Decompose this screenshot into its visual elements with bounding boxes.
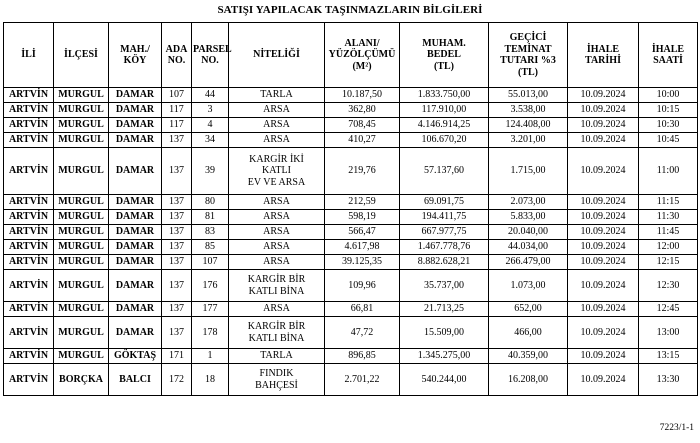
property-table: [3, 22, 698, 396]
table-row: [4, 210, 698, 225]
cell-nitelik: ARSA: [229, 195, 325, 210]
cell-saat: 10:45: [639, 133, 698, 148]
cell-bedel: 117.910,00: [400, 103, 489, 118]
header-parsel: PARSEL NO.: [192, 23, 229, 88]
cell-bedel: 1.345.275,00: [400, 349, 489, 364]
cell-ilce: MURGUL: [54, 317, 109, 349]
cell-bedel: 4.146.914,25: [400, 118, 489, 133]
cell-bedel: 1.833.750,00: [400, 88, 489, 103]
header-mah: MAH./ KÖY: [109, 23, 162, 88]
cell-alan: 598,19: [325, 210, 400, 225]
cell-nitelik: ARSA: [229, 255, 325, 270]
table-body: [4, 88, 698, 396]
cell-alan: 2.701,22: [325, 364, 400, 396]
cell-alan: 410,27: [325, 133, 400, 148]
cell-tarih: 10.09.2024: [568, 364, 639, 396]
cell-saat: 11:45: [639, 225, 698, 240]
cell-il: ARTVİN: [4, 210, 54, 225]
cell-il: ARTVİN: [4, 195, 54, 210]
cell-teminat: 652,00: [489, 302, 568, 317]
cell-bedel: 1.467.778,76: [400, 240, 489, 255]
cell-mah: GÖKTAŞ: [109, 349, 162, 364]
cell-parsel: 34: [192, 133, 229, 148]
header-row: [4, 23, 698, 88]
table-row: [4, 302, 698, 317]
table-row: [4, 349, 698, 364]
cell-parsel: 83: [192, 225, 229, 240]
cell-alan: 39.125,35: [325, 255, 400, 270]
cell-parsel: 3: [192, 103, 229, 118]
cell-teminat: 5.833,00: [489, 210, 568, 225]
cell-saat: 10:15: [639, 103, 698, 118]
header-nitelik: NİTELİĞİ: [229, 23, 325, 88]
table-row: [4, 255, 698, 270]
cell-alan: 896,85: [325, 349, 400, 364]
cell-ada: 137: [162, 302, 192, 317]
cell-ilce: MURGUL: [54, 225, 109, 240]
cell-saat: 12:30: [639, 270, 698, 302]
page-title: SATIŞI YAPILACAK TAŞINMAZLARIN BİLGİLERİ: [217, 4, 483, 16]
table-row: [4, 88, 698, 103]
header-saat: İHALE SAATİ: [639, 23, 698, 88]
cell-ada: 137: [162, 240, 192, 255]
table-row: [4, 148, 698, 195]
cell-parsel: 4: [192, 118, 229, 133]
header-bedel: MUHAM. BEDEL (TL): [400, 23, 489, 88]
cell-il: ARTVİN: [4, 317, 54, 349]
cell-tarih: 10.09.2024: [568, 317, 639, 349]
cell-ilce: MURGUL: [54, 270, 109, 302]
table-row: [4, 103, 698, 118]
cell-bedel: 15.509,00: [400, 317, 489, 349]
cell-ilce: MURGUL: [54, 88, 109, 103]
cell-parsel: 39: [192, 148, 229, 195]
cell-nitelik: FINDIK BAHÇESİ: [229, 364, 325, 396]
header-il: İLİ: [4, 23, 54, 88]
cell-mah: DAMAR: [109, 195, 162, 210]
cell-ada: 171: [162, 349, 192, 364]
cell-parsel: 107: [192, 255, 229, 270]
cell-alan: 362,80: [325, 103, 400, 118]
cell-saat: 10:30: [639, 118, 698, 133]
cell-saat: 11:00: [639, 148, 698, 195]
table-row: [4, 133, 698, 148]
header-alan: ALANI/ YÜZÖLÇÜMÜ (M²): [325, 23, 400, 88]
table-row: [4, 240, 698, 255]
cell-mah: DAMAR: [109, 240, 162, 255]
cell-ilce: MURGUL: [54, 133, 109, 148]
cell-il: ARTVİN: [4, 270, 54, 302]
cell-il: ARTVİN: [4, 88, 54, 103]
cell-ilce: MURGUL: [54, 349, 109, 364]
cell-ada: 137: [162, 195, 192, 210]
cell-mah: DAMAR: [109, 148, 162, 195]
header-ada: ADA NO.: [162, 23, 192, 88]
cell-alan: 566,47: [325, 225, 400, 240]
cell-nitelik: TARLA: [229, 349, 325, 364]
cell-alan: 109,96: [325, 270, 400, 302]
cell-mah: DAMAR: [109, 210, 162, 225]
cell-ada: 107: [162, 88, 192, 103]
cell-nitelik: ARSA: [229, 103, 325, 118]
cell-tarih: 10.09.2024: [568, 88, 639, 103]
cell-teminat: 44.034,00: [489, 240, 568, 255]
cell-mah: DAMAR: [109, 317, 162, 349]
cell-alan: 708,45: [325, 118, 400, 133]
cell-nitelik: TARLA: [229, 88, 325, 103]
cell-nitelik: ARSA: [229, 133, 325, 148]
cell-bedel: 540.244,00: [400, 364, 489, 396]
cell-parsel: 177: [192, 302, 229, 317]
cell-saat: 13:30: [639, 364, 698, 396]
header-ilce: İLÇESİ: [54, 23, 109, 88]
cell-ilce: MURGUL: [54, 103, 109, 118]
cell-tarih: 10.09.2024: [568, 349, 639, 364]
cell-parsel: 178: [192, 317, 229, 349]
header-tarih: İHALE TARİHİ: [568, 23, 639, 88]
cell-alan: 10.187,50: [325, 88, 400, 103]
cell-alan: 47,72: [325, 317, 400, 349]
footer-code: 7223/1-1: [659, 423, 694, 433]
cell-teminat: 3.201,00: [489, 133, 568, 148]
cell-saat: 13:00: [639, 317, 698, 349]
cell-mah: DAMAR: [109, 88, 162, 103]
cell-teminat: 124.408,00: [489, 118, 568, 133]
cell-tarih: 10.09.2024: [568, 210, 639, 225]
cell-ada: 117: [162, 118, 192, 133]
cell-alan: 66,81: [325, 302, 400, 317]
cell-ilce: BORÇKA: [54, 364, 109, 396]
cell-il: ARTVİN: [4, 255, 54, 270]
cell-saat: 13:15: [639, 349, 698, 364]
cell-alan: 219,76: [325, 148, 400, 195]
cell-ada: 137: [162, 317, 192, 349]
cell-mah: DAMAR: [109, 225, 162, 240]
cell-teminat: 20.040,00: [489, 225, 568, 240]
cell-nitelik: ARSA: [229, 210, 325, 225]
cell-nitelik: ARSA: [229, 240, 325, 255]
cell-bedel: 35.737,00: [400, 270, 489, 302]
cell-teminat: 466,00: [489, 317, 568, 349]
cell-teminat: 1.715,00: [489, 148, 568, 195]
cell-saat: 10:00: [639, 88, 698, 103]
cell-ilce: MURGUL: [54, 255, 109, 270]
cell-mah: DAMAR: [109, 103, 162, 118]
cell-teminat: 55.013,00: [489, 88, 568, 103]
cell-teminat: 1.073,00: [489, 270, 568, 302]
cell-mah: DAMAR: [109, 255, 162, 270]
cell-saat: 11:30: [639, 210, 698, 225]
table-row: [4, 195, 698, 210]
cell-nitelik: ARSA: [229, 225, 325, 240]
cell-il: ARTVİN: [4, 349, 54, 364]
cell-mah: DAMAR: [109, 118, 162, 133]
cell-parsel: 81: [192, 210, 229, 225]
cell-nitelik: ARSA: [229, 302, 325, 317]
cell-tarih: 10.09.2024: [568, 255, 639, 270]
cell-il: ARTVİN: [4, 103, 54, 118]
cell-parsel: 44: [192, 88, 229, 103]
cell-tarih: 10.09.2024: [568, 195, 639, 210]
cell-teminat: 3.538,00: [489, 103, 568, 118]
cell-ada: 137: [162, 210, 192, 225]
cell-mah: BALCI: [109, 364, 162, 396]
cell-mah: DAMAR: [109, 302, 162, 317]
cell-saat: 12:45: [639, 302, 698, 317]
cell-ilce: MURGUL: [54, 240, 109, 255]
cell-bedel: 57.137,60: [400, 148, 489, 195]
cell-teminat: 266.479,00: [489, 255, 568, 270]
cell-mah: DAMAR: [109, 133, 162, 148]
cell-parsel: 176: [192, 270, 229, 302]
cell-ada: 137: [162, 270, 192, 302]
cell-ilce: MURGUL: [54, 148, 109, 195]
cell-ada: 117: [162, 103, 192, 118]
cell-tarih: 10.09.2024: [568, 302, 639, 317]
table-row: [4, 364, 698, 396]
cell-parsel: 1: [192, 349, 229, 364]
cell-il: ARTVİN: [4, 302, 54, 317]
cell-bedel: 8.882.628,21: [400, 255, 489, 270]
table-row: [4, 118, 698, 133]
cell-il: ARTVİN: [4, 133, 54, 148]
cell-tarih: 10.09.2024: [568, 270, 639, 302]
cell-ada: 172: [162, 364, 192, 396]
cell-saat: 12:15: [639, 255, 698, 270]
cell-alan: 4.617,98: [325, 240, 400, 255]
cell-ada: 137: [162, 255, 192, 270]
cell-bedel: 667.977,75: [400, 225, 489, 240]
cell-nitelik: ARSA: [229, 118, 325, 133]
cell-nitelik: KARGİR BİR KATLI BİNA: [229, 270, 325, 302]
table-row: [4, 270, 698, 302]
cell-bedel: 194.411,75: [400, 210, 489, 225]
table-row: [4, 317, 698, 349]
cell-ilce: MURGUL: [54, 302, 109, 317]
cell-tarih: 10.09.2024: [568, 148, 639, 195]
cell-bedel: 69.091,75: [400, 195, 489, 210]
cell-bedel: 106.670,20: [400, 133, 489, 148]
cell-il: ARTVİN: [4, 364, 54, 396]
cell-ilce: MURGUL: [54, 195, 109, 210]
cell-ilce: MURGUL: [54, 210, 109, 225]
header-teminat: GEÇİCİ TEMİNAT TUTARI %3 (TL): [489, 23, 568, 88]
cell-tarih: 10.09.2024: [568, 133, 639, 148]
cell-nitelik: KARGİR İKİ KATLI EV VE ARSA: [229, 148, 325, 195]
cell-ada: 137: [162, 133, 192, 148]
cell-teminat: 40.359,00: [489, 349, 568, 364]
cell-parsel: 80: [192, 195, 229, 210]
table-row: [4, 225, 698, 240]
cell-parsel: 85: [192, 240, 229, 255]
cell-il: ARTVİN: [4, 148, 54, 195]
cell-mah: DAMAR: [109, 270, 162, 302]
cell-alan: 212,59: [325, 195, 400, 210]
cell-ada: 137: [162, 148, 192, 195]
cell-nitelik: KARGİR BİR KATLI BİNA: [229, 317, 325, 349]
cell-tarih: 10.09.2024: [568, 240, 639, 255]
cell-parsel: 18: [192, 364, 229, 396]
cell-teminat: 2.073,00: [489, 195, 568, 210]
cell-il: ARTVİN: [4, 118, 54, 133]
cell-il: ARTVİN: [4, 225, 54, 240]
cell-saat: 11:15: [639, 195, 698, 210]
cell-bedel: 21.713,25: [400, 302, 489, 317]
cell-tarih: 10.09.2024: [568, 118, 639, 133]
cell-teminat: 16.208,00: [489, 364, 568, 396]
cell-saat: 12:00: [639, 240, 698, 255]
cell-ilce: MURGUL: [54, 118, 109, 133]
cell-tarih: 10.09.2024: [568, 225, 639, 240]
cell-ada: 137: [162, 225, 192, 240]
cell-tarih: 10.09.2024: [568, 103, 639, 118]
cell-il: ARTVİN: [4, 240, 54, 255]
